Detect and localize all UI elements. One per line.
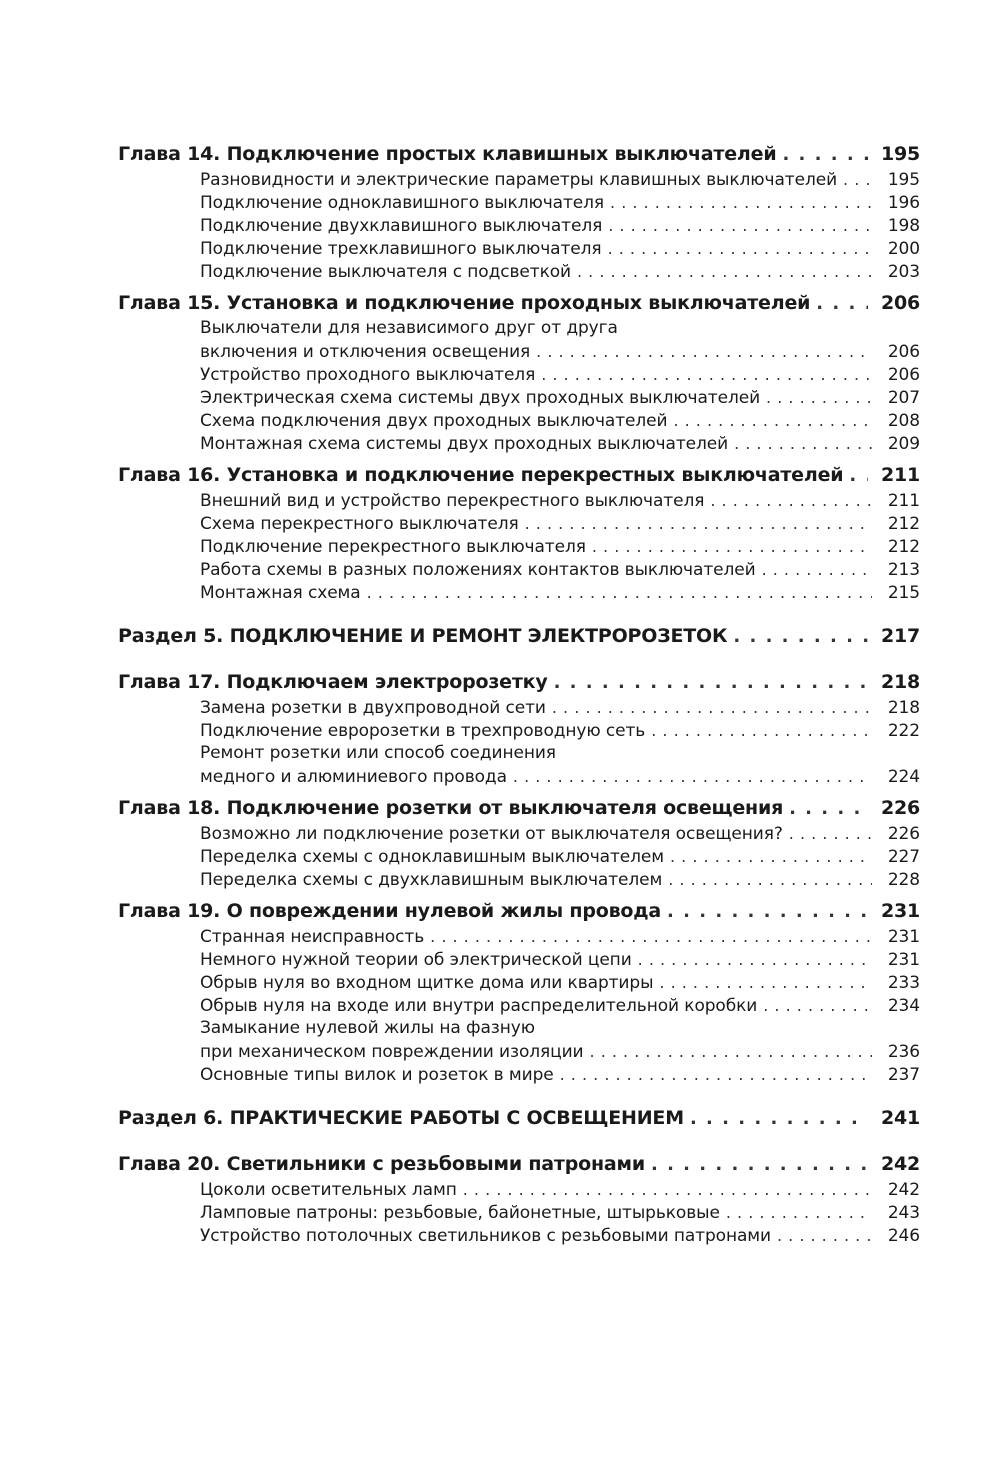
- entry-title: медного и алюминиевого провода: [200, 767, 507, 787]
- toc-entry[interactable]: [118, 214, 920, 237]
- toc-entry[interactable]: [118, 535, 920, 558]
- leader-dots: [762, 558, 872, 581]
- leader-dots: [789, 795, 868, 823]
- section-title: Раздел 6. ПРАКТИЧЕСКИЕ РАБОТЫ С ОСВЕЩЕНИЕМ: [118, 1107, 684, 1129]
- page-number: 206: [887, 342, 920, 362]
- page-number: 231: [887, 950, 920, 970]
- page-number: 207: [887, 388, 920, 408]
- table-of-contents: [118, 140, 920, 1247]
- page-number: 200: [887, 239, 920, 259]
- toc-entry-line1[interactable]: Ремонт розетки или способ соединения: [200, 743, 556, 763]
- toc-entry[interactable]: [118, 1201, 920, 1224]
- entry-title: включения и отключения освещения: [200, 342, 531, 362]
- toc-entry[interactable]: [118, 409, 920, 432]
- chapter-18-heading[interactable]: [118, 794, 920, 822]
- leader-dots: [726, 1201, 872, 1224]
- page-number: 237: [887, 1065, 920, 1085]
- page-number: 211: [880, 464, 920, 486]
- leader-dots: [367, 581, 872, 604]
- leader-dots: [590, 1040, 872, 1063]
- toc-entry[interactable]: [118, 340, 920, 363]
- toc-entry[interactable]: [118, 191, 920, 214]
- leader-dots: [777, 1224, 872, 1247]
- page-number: 222: [887, 721, 920, 741]
- toc-entry[interactable]: [118, 386, 920, 409]
- toc-entry[interactable]: [118, 971, 920, 994]
- entry-title: Электрическая схема системы двух проходных выключателей: [200, 388, 761, 408]
- toc-entry[interactable]: [118, 1178, 920, 1201]
- page-number: 228: [887, 870, 920, 890]
- leader-dots: [525, 512, 872, 535]
- section-5-heading[interactable]: [118, 622, 920, 650]
- leader-dots: [789, 822, 872, 845]
- toc-entry[interactable]: [118, 822, 920, 845]
- page-number: 195: [887, 170, 920, 190]
- entry-title: при механическом повреждении изоляции: [200, 1042, 584, 1062]
- page-number: 227: [887, 847, 920, 867]
- leader-dots: [592, 535, 872, 558]
- page-number: 226: [880, 797, 920, 819]
- section-6-heading[interactable]: [118, 1104, 920, 1132]
- leader-dots: [667, 898, 868, 926]
- page-number: 242: [880, 1153, 920, 1175]
- entry-title: Немного нужной теории об электрической цепи: [200, 950, 632, 970]
- entry-title: Подключение трехклавишного выключателя: [200, 239, 602, 259]
- page-number: 233: [887, 973, 920, 993]
- toc-entry[interactable]: [118, 363, 920, 386]
- page-number: 209: [887, 434, 920, 454]
- leader-dots: [430, 925, 872, 948]
- chapter-title: Глава 19. О повреждении нулевой жилы провода: [118, 900, 662, 922]
- leader-dots: [608, 214, 872, 237]
- page-number: 246: [887, 1226, 920, 1246]
- leader-dots: [763, 994, 872, 1017]
- leader-dots: [638, 948, 872, 971]
- page-number: 243: [887, 1203, 920, 1223]
- entry-title: Замена розетки в двухпроводной сети: [200, 698, 546, 718]
- entry-title: Переделка схемы с одноклавишным выключателем: [200, 847, 664, 867]
- chapter-20-heading[interactable]: [118, 1150, 920, 1178]
- leader-dots: [608, 237, 872, 260]
- leader-dots: [843, 168, 872, 191]
- leader-dots: [659, 971, 872, 994]
- page-number: 218: [887, 698, 920, 718]
- entry-title: Работа схемы в разных положениях контактов выключателей: [200, 560, 756, 580]
- section-title: Раздел 5. ПОДКЛЮЧЕНИЕ И РЕМОНТ ЭЛЕКТРОРОЗЕТОК: [118, 625, 728, 647]
- toc-entry[interactable]: [118, 581, 920, 604]
- page-number: 203: [887, 262, 920, 282]
- leader-dots: [734, 432, 872, 455]
- toc-entry[interactable]: [118, 719, 920, 742]
- chapter-19-heading[interactable]: [118, 897, 920, 925]
- entry-title: Ламповые патроны: резьбовые, байонетные, штырьковые: [200, 1203, 720, 1223]
- page-number: 195: [880, 143, 920, 165]
- toc-entry[interactable]: [118, 1224, 920, 1247]
- entry-title: Подключение евророзетки в трехпроводную сеть: [200, 721, 646, 741]
- leader-dots: [668, 868, 872, 891]
- page-number: 211: [887, 491, 920, 511]
- leader-dots: [849, 462, 868, 490]
- leader-dots: [816, 290, 868, 318]
- entry-title: Основные типы вилок и розеток в мире: [200, 1065, 554, 1085]
- page-number: 241: [880, 1107, 920, 1129]
- chapter-15-heading[interactable]: [118, 289, 920, 317]
- leader-dots: [463, 1178, 872, 1201]
- toc-entry[interactable]: [118, 512, 920, 535]
- toc-entry[interactable]: [118, 868, 920, 891]
- entry-title: Возможно ли подключение розетки от выключателя освещения?: [200, 824, 783, 844]
- chapter-title: Глава 18. Подключение розетки от выключателя освещения: [118, 797, 784, 819]
- page-number: 231: [887, 927, 920, 947]
- toc-entry[interactable]: [118, 765, 920, 788]
- leader-dots: [577, 260, 872, 283]
- toc-entry[interactable]: [118, 948, 920, 971]
- toc-entry[interactable]: [118, 489, 920, 512]
- chapter-16-heading[interactable]: [118, 461, 920, 489]
- leader-dots: [710, 489, 872, 512]
- chapter-title: Глава 15. Установка и подключение проходных выключателей: [118, 292, 811, 314]
- leader-dots: [554, 669, 868, 697]
- chapter-title: Глава 14. Подключение простых клавишных выключателей: [118, 143, 777, 165]
- page-number: 196: [887, 193, 920, 213]
- entry-title: Подключение одноклавишного выключателя: [200, 193, 605, 213]
- entry-title: Цоколи осветительных ламп: [200, 1180, 457, 1200]
- leader-dots: [552, 696, 872, 719]
- page-number: 242: [887, 1180, 920, 1200]
- leader-dots: [541, 363, 872, 386]
- leader-dots: [782, 141, 868, 169]
- entry-title: Обрыв нуля во входном щитке дома или квартиры: [200, 973, 654, 993]
- toc-entry[interactable]: [118, 994, 920, 1017]
- toc-entry[interactable]: [118, 696, 920, 719]
- page-number: 236: [887, 1042, 920, 1062]
- chapter-17-heading[interactable]: [118, 668, 920, 696]
- toc-entry[interactable]: [118, 432, 920, 455]
- entry-title: Внешний вид и устройство перекрестного выключателя: [200, 491, 705, 511]
- leader-dots: [673, 409, 872, 432]
- entry-title: Монтажная схема: [200, 583, 361, 603]
- leader-dots: [670, 845, 872, 868]
- entry-title: Разновидности и электрические параметры клавишных выключателей: [200, 170, 838, 190]
- page-number: 231: [880, 900, 920, 922]
- toc-entry[interactable]: [118, 845, 920, 868]
- entry-title: Обрыв нуля на входе или внутри распределительной коробки: [200, 996, 758, 1016]
- page-number: 234: [887, 996, 920, 1016]
- page-number: 208: [887, 411, 920, 431]
- page-number: 206: [887, 365, 920, 385]
- page-number: 212: [887, 537, 920, 557]
- chapter-title: Глава 16. Установка и подключение перекрестных выключателей: [118, 464, 844, 486]
- toc-entry[interactable]: [118, 260, 920, 283]
- entry-title: Схема перекрестного выключателя: [200, 514, 519, 534]
- toc-entry[interactable]: [118, 1063, 920, 1086]
- leader-dots: [690, 1105, 868, 1133]
- leader-dots: [651, 719, 872, 742]
- toc-entry-line1[interactable]: Замыкание нулевой жилы на фазную: [200, 1018, 535, 1038]
- page-number: 212: [887, 514, 920, 534]
- page-number: 198: [887, 216, 920, 236]
- page-number: 218: [880, 671, 920, 693]
- entry-title: Подключение двухклавишного выключателя: [200, 216, 603, 236]
- page-number: 213: [887, 560, 920, 580]
- toc-entry[interactable]: [118, 168, 920, 191]
- toc-entry[interactable]: [118, 558, 920, 581]
- chapter-title: Глава 20. Светильники с резьбовыми патронами: [118, 1153, 645, 1175]
- entry-title: Устройство проходного выключателя: [200, 365, 536, 385]
- page-number: 224: [887, 767, 920, 787]
- page-number: 226: [887, 824, 920, 844]
- leader-dots: [560, 1063, 872, 1086]
- leader-dots: [766, 386, 872, 409]
- leader-dots: [610, 191, 872, 214]
- leader-dots: [651, 1151, 868, 1179]
- entry-title: Монтажная схема системы двух проходных выключателей: [200, 434, 729, 454]
- entry-title: Подключение перекрестного выключателя: [200, 537, 586, 557]
- entry-title: Странная неисправность: [200, 927, 425, 947]
- chapter-14-heading[interactable]: [118, 140, 920, 168]
- chapter-title: Глава 17. Подключаем электророзетку: [118, 671, 548, 693]
- toc-entry[interactable]: [118, 237, 920, 260]
- page-number: 206: [880, 292, 920, 314]
- toc-entry[interactable]: [118, 925, 920, 948]
- entry-title: Схема подключения двух проходных выключателей: [200, 411, 668, 431]
- toc-entry[interactable]: [118, 1040, 920, 1063]
- leader-dots: [513, 765, 872, 788]
- entry-title: Устройство потолочных светильников с резьбовыми патронами: [200, 1226, 771, 1246]
- leader-dots: [536, 340, 872, 363]
- leader-dots: [733, 623, 868, 651]
- entry-title: Подключение выключателя с подсветкой: [200, 262, 571, 282]
- entry-title: Переделка схемы с двухклавишным выключателем: [200, 870, 663, 890]
- page-number: 215: [887, 583, 920, 603]
- toc-entry-line1[interactable]: Выключатели для независимого друг от друга: [200, 318, 618, 338]
- page-number: 217: [880, 625, 920, 647]
